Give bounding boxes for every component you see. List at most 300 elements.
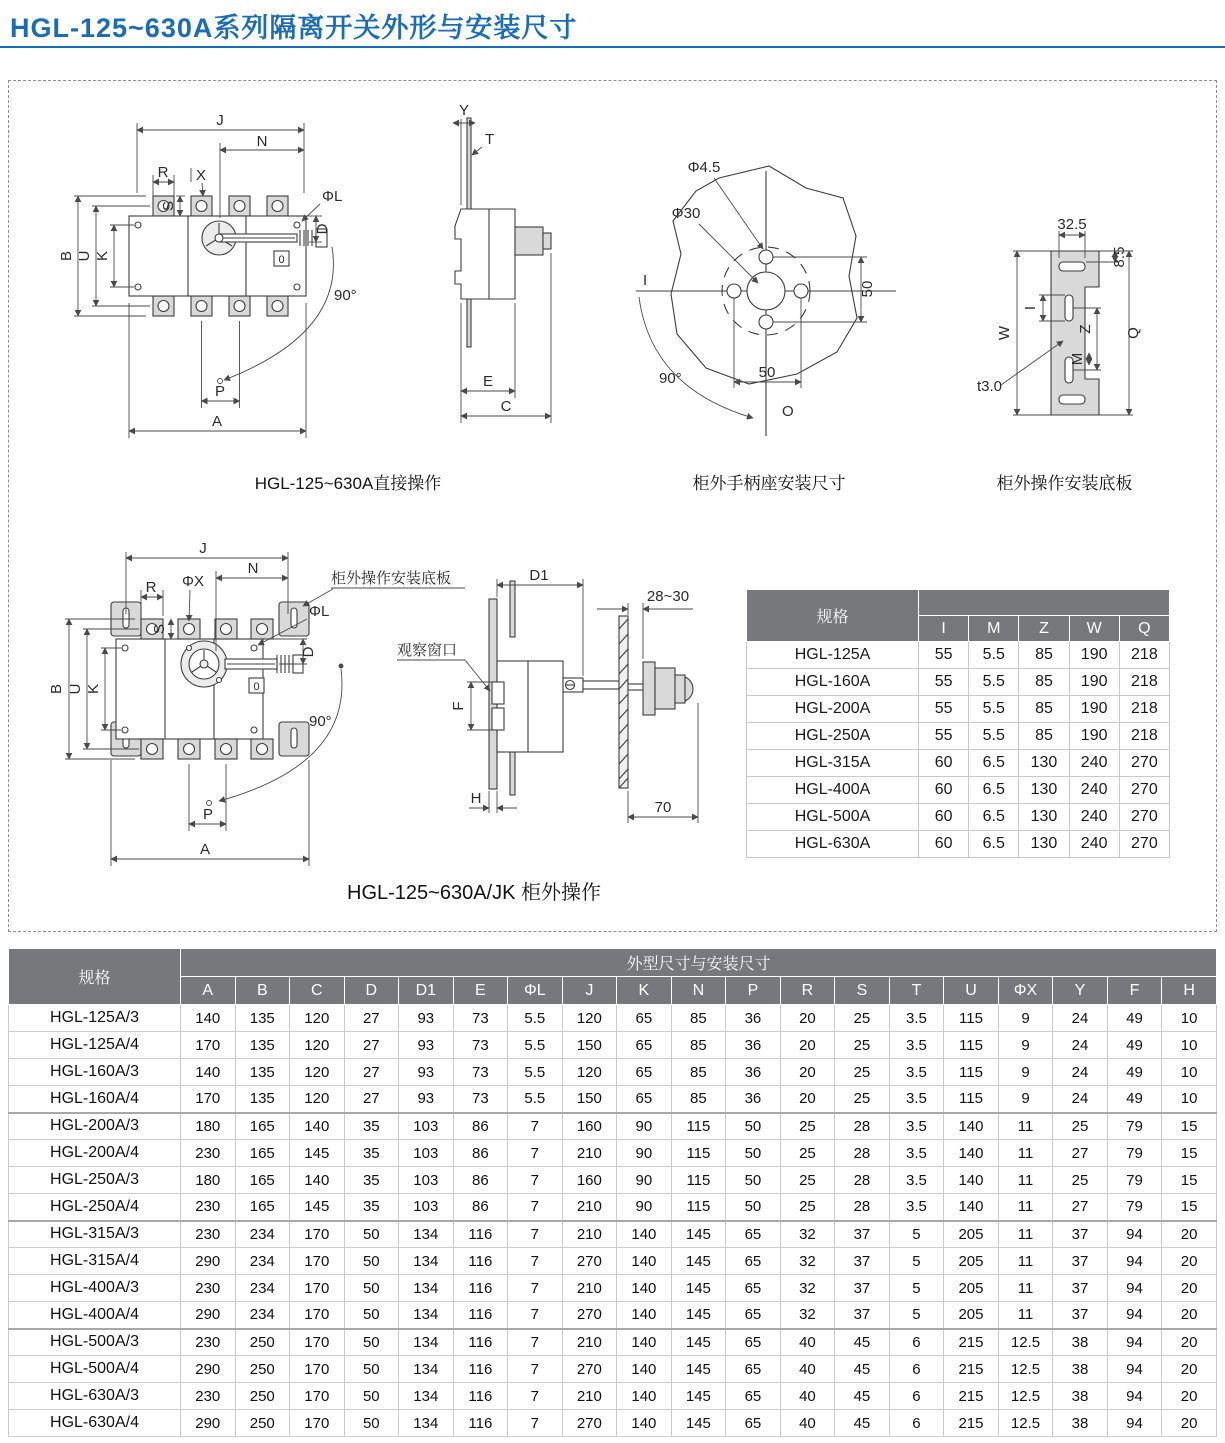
value-cell: 25 [780,1194,835,1221]
spec-cell: HGL-125A [747,642,919,669]
value-cell: 234 [235,1221,290,1248]
value-cell: 20 [780,1086,835,1113]
value-cell: 140 [617,1329,672,1356]
switch-front-outline [129,196,327,316]
table-row [9,1302,1217,1329]
value-cell: 35 [344,1140,399,1167]
value-cell: 65 [726,1302,781,1329]
value-cell: 130 [1019,804,1069,831]
value-cell: 55 [919,669,969,696]
spec-cell: HGL-250A [747,723,919,750]
spec-table [746,589,1170,858]
value-cell: 270 [562,1356,617,1383]
value-cell: 55 [919,723,969,750]
value-cell: 85 [671,1005,726,1032]
value-cell: 15 [1162,1113,1217,1140]
value-cell: 36 [726,1005,781,1032]
value-cell: 165 [235,1140,290,1167]
value-cell: 215 [944,1356,999,1383]
value-cell: 5.5 [969,723,1019,750]
caption-handle-seat: 柜外手柄座安装尺寸 [692,474,846,493]
value-cell: 37 [835,1221,890,1248]
column-header-ΦL: ΦL [508,977,563,1005]
value-cell: 27 [344,1086,399,1113]
value-cell: 11 [998,1113,1053,1140]
dim-label-X: X [195,167,207,184]
spec-cell: HGL-315A [747,750,919,777]
value-cell: 140 [617,1383,672,1410]
drawings-panel [8,80,1217,932]
value-cell: 140 [944,1167,999,1194]
dim-label-phiX: ΦX [182,573,204,590]
jk-switch-outline [111,602,309,759]
value-cell: 28 [835,1113,890,1140]
value-cell: 79 [1107,1194,1162,1221]
column-header-M: M [969,616,1019,642]
dim-table-spec-header: 规格 [9,949,181,1005]
value-cell: 90 [617,1140,672,1167]
value-cell: 94 [1107,1383,1162,1410]
table-row [9,1383,1217,1410]
dim-label-P: P [214,383,226,400]
dim-label-O: O [782,403,794,420]
dim-table-group-header: 外型尺寸与安装尺寸 [181,949,1217,977]
value-cell: 37 [1053,1248,1108,1275]
value-cell: 25 [780,1113,835,1140]
value-cell: 94 [1107,1410,1162,1437]
value-cell: 25 [780,1140,835,1167]
dimension-table [8,948,1217,1437]
value-cell: 234 [235,1302,290,1329]
value-cell: 24 [1053,1086,1108,1113]
drawing-side-view [427,93,577,473]
column-header-U: U [944,977,999,1005]
table-row [747,723,1170,750]
dim-label-Z: Z [1077,324,1094,334]
value-cell: 145 [290,1194,345,1221]
value-cell: 45 [835,1383,890,1410]
value-cell: 190 [1069,696,1119,723]
value-cell: 115 [671,1113,726,1140]
value-cell: 5.5 [969,696,1019,723]
value-cell: 103 [399,1113,454,1140]
value-cell: 9 [998,1032,1053,1059]
table-row [747,777,1170,804]
dim-label-A: A [211,413,223,430]
dim-label-gap: 28~30 [646,588,690,605]
dim-label-T: T [485,131,495,148]
spec-cell: HGL-315A/4 [9,1248,181,1275]
dim-label-70: 70 [654,799,672,816]
spec-cell: HGL-630A/3 [9,1383,181,1410]
column-header-S: S [835,977,890,1005]
column-header-K: K [617,977,672,1005]
value-cell: 170 [290,1356,345,1383]
value-cell: 116 [453,1248,508,1275]
value-cell: 24 [1053,1005,1108,1032]
value-cell: 37 [1053,1221,1108,1248]
value-cell: 218 [1119,696,1169,723]
value-cell: 12.5 [998,1410,1053,1437]
value-cell: 73 [453,1005,508,1032]
spec-table-spec-header: 规格 [747,590,919,642]
value-cell: 6 [889,1356,944,1383]
value-cell: 120 [290,1086,345,1113]
value-cell: 240 [1069,750,1119,777]
value-cell: 85 [671,1086,726,1113]
value-cell: 40 [780,1383,835,1410]
value-cell: 218 [1119,642,1169,669]
value-cell: 10 [1162,1059,1217,1086]
spec-cell: HGL-630A/4 [9,1410,181,1437]
value-cell: 103 [399,1194,454,1221]
value-cell: 3.5 [889,1005,944,1032]
dim-label-B: B [48,683,65,695]
value-cell: 6.5 [969,804,1019,831]
dim-label-I: I [1022,305,1039,311]
value-cell: 6.5 [969,777,1019,804]
table-row [9,1329,1217,1356]
value-cell: 65 [617,1086,672,1113]
value-cell: 160 [562,1167,617,1194]
value-cell: 140 [617,1356,672,1383]
value-cell: 140 [944,1113,999,1140]
value-cell: 240 [1069,804,1119,831]
dim-label-W: W [996,325,1013,341]
value-cell: 270 [1119,777,1169,804]
column-header-A: A [181,977,236,1005]
value-cell: 25 [835,1005,890,1032]
plate-note-label: 柜外操作安装底板 [331,570,452,587]
dim-label-325: 32.5 [1057,216,1087,233]
drawing-handle-seat [601,136,941,481]
dim-label-t30: t3.0 [977,378,1003,395]
caption-direct-operation: HGL-125~630A直接操作 [254,474,442,493]
value-cell: 11 [998,1275,1053,1302]
value-cell: 36 [726,1086,781,1113]
value-cell: 134 [399,1248,454,1275]
value-cell: 6 [889,1410,944,1437]
dim-label-phi45: Φ4.5 [687,159,721,176]
column-header-E: E [453,977,508,1005]
value-cell: 27 [344,1005,399,1032]
dim-label-B: B [58,250,75,262]
value-cell: 37 [1053,1302,1108,1329]
value-cell: 6 [889,1329,944,1356]
value-cell: 145 [671,1221,726,1248]
table-row [9,1275,1217,1302]
value-cell: 9 [998,1059,1053,1086]
value-cell: 135 [235,1032,290,1059]
value-cell: 49 [1107,1086,1162,1113]
dim-label-Y: Y [458,102,470,119]
value-cell: 103 [399,1167,454,1194]
value-cell: 210 [562,1329,617,1356]
value-cell: 3.5 [889,1113,944,1140]
value-cell: 73 [453,1032,508,1059]
value-cell: 270 [1119,750,1169,777]
value-cell: 170 [290,1329,345,1356]
value-cell: 180 [181,1113,236,1140]
value-cell: 145 [671,1248,726,1275]
caption-jk-operation: HGL-125~630A/JK 柜外操作 [347,882,601,904]
dim-label-N: N [247,560,259,577]
value-cell: 3.5 [889,1140,944,1167]
value-cell: 86 [453,1167,508,1194]
value-cell: 86 [453,1113,508,1140]
value-cell: 7 [508,1194,563,1221]
value-cell: 115 [944,1032,999,1059]
value-cell: 9 [998,1005,1053,1032]
value-cell: 7 [508,1167,563,1194]
drawing-jk-side-view [381,551,731,911]
value-cell: 11 [998,1221,1053,1248]
value-cell: 140 [181,1059,236,1086]
value-cell: 270 [1119,804,1169,831]
dim-label-zero: 0 [253,681,260,693]
value-cell: 65 [617,1005,672,1032]
caption-mounting-plate: 柜外操作安装底板 [996,474,1133,493]
spec-cell: HGL-200A [747,696,919,723]
value-cell: 37 [835,1275,890,1302]
dim-label-R: R [157,164,169,181]
value-cell: 134 [399,1275,454,1302]
value-cell: 24 [1053,1059,1108,1086]
column-header-C: C [290,977,345,1005]
value-cell: 35 [344,1194,399,1221]
value-cell: 20 [1162,1221,1217,1248]
dim-label-K: K [94,250,111,262]
value-cell: 11 [998,1194,1053,1221]
value-cell: 32 [780,1248,835,1275]
value-cell: 25 [1053,1113,1108,1140]
value-cell: 20 [1162,1383,1217,1410]
dim-label-U: U [76,250,93,262]
value-cell: 145 [671,1329,726,1356]
value-cell: 170 [181,1086,236,1113]
value-cell: 7 [508,1113,563,1140]
value-cell: 79 [1107,1113,1162,1140]
dim-label-phiL: ΦL [322,188,343,205]
value-cell: 45 [835,1356,890,1383]
value-cell: 120 [290,1005,345,1032]
value-cell: 7 [508,1383,563,1410]
value-cell: 116 [453,1329,508,1356]
value-cell: 65 [726,1248,781,1275]
value-cell: 94 [1107,1221,1162,1248]
column-header-Y: Y [1053,977,1108,1005]
value-cell: 5.5 [969,669,1019,696]
value-cell: 20 [780,1059,835,1086]
value-cell: 165 [235,1113,290,1140]
dim-label-phiL: ΦL [309,603,330,620]
spec-cell: HGL-160A/3 [9,1059,181,1086]
value-cell: 290 [181,1302,236,1329]
value-cell: 116 [453,1275,508,1302]
value-cell: 86 [453,1194,508,1221]
value-cell: 5.5 [508,1032,563,1059]
value-cell: 93 [399,1086,454,1113]
value-cell: 140 [944,1140,999,1167]
value-cell: 45 [835,1410,890,1437]
value-cell: 270 [562,1248,617,1275]
value-cell: 116 [453,1410,508,1437]
dim-label-angle: 90° [309,713,332,730]
value-cell: 27 [344,1059,399,1086]
value-cell: 250 [235,1383,290,1410]
value-cell: 38 [1053,1329,1108,1356]
value-cell: 190 [1069,669,1119,696]
value-cell: 11 [998,1140,1053,1167]
value-cell: 55 [919,642,969,669]
value-cell: 210 [562,1194,617,1221]
value-cell: 230 [181,1140,236,1167]
value-cell: 28 [835,1167,890,1194]
value-cell: 130 [1019,750,1069,777]
table-row [9,1356,1217,1383]
value-cell: 25 [780,1167,835,1194]
column-header-W: W [1069,616,1119,642]
value-cell: 116 [453,1383,508,1410]
value-cell: 65 [726,1356,781,1383]
value-cell: 45 [835,1329,890,1356]
value-cell: 230 [181,1221,236,1248]
value-cell: 130 [1019,831,1069,858]
value-cell: 50 [344,1221,399,1248]
value-cell: 210 [562,1383,617,1410]
value-cell: 250 [235,1329,290,1356]
value-cell: 115 [944,1005,999,1032]
dim-label-J: J [216,112,224,129]
value-cell: 145 [671,1356,726,1383]
value-cell: 49 [1107,1059,1162,1086]
table-row [9,1194,1217,1221]
value-cell: 36 [726,1059,781,1086]
value-cell: 103 [399,1140,454,1167]
value-cell: 65 [726,1221,781,1248]
spec-cell: HGL-160A [747,669,919,696]
dim-label-R: R [145,579,157,596]
dim-label-D: D [314,223,331,235]
value-cell: 38 [1053,1356,1108,1383]
value-cell: 134 [399,1383,454,1410]
value-cell: 165 [235,1194,290,1221]
value-cell: 150 [562,1086,617,1113]
value-cell: 205 [944,1302,999,1329]
dim-label-C: C [500,398,512,415]
value-cell: 205 [944,1221,999,1248]
value-cell: 170 [290,1221,345,1248]
value-cell: 40 [780,1410,835,1437]
value-cell: 180 [181,1167,236,1194]
value-cell: 140 [290,1167,345,1194]
value-cell: 170 [290,1275,345,1302]
value-cell: 115 [944,1059,999,1086]
value-cell: 12.5 [998,1383,1053,1410]
value-cell: 6 [889,1383,944,1410]
table-row [747,831,1170,858]
value-cell: 10 [1162,1032,1217,1059]
value-cell: 73 [453,1086,508,1113]
value-cell: 218 [1119,723,1169,750]
value-cell: 40 [780,1329,835,1356]
dim-label-N: N [256,133,268,150]
value-cell: 270 [562,1410,617,1437]
value-cell: 94 [1107,1329,1162,1356]
value-cell: 85 [1019,642,1069,669]
value-cell: 65 [617,1059,672,1086]
value-cell: 3.5 [889,1032,944,1059]
dim-label-phi30: Φ30 [671,205,701,222]
value-cell: 32 [780,1302,835,1329]
value-cell: 15 [1162,1167,1217,1194]
value-cell: 94 [1107,1275,1162,1302]
value-cell: 20 [1162,1248,1217,1275]
dim-label-E: E [482,373,494,390]
column-header-H: H [1162,977,1217,1005]
value-cell: 140 [617,1410,672,1437]
value-cell: 65 [726,1275,781,1302]
value-cell: 27 [1053,1140,1108,1167]
value-cell: 160 [562,1113,617,1140]
value-cell: 270 [1119,831,1169,858]
value-cell: 130 [1019,777,1069,804]
value-cell: 205 [944,1248,999,1275]
value-cell: 38 [1053,1410,1108,1437]
value-cell: 25 [835,1032,890,1059]
value-cell: 15 [1162,1140,1217,1167]
value-cell: 65 [726,1383,781,1410]
value-cell: 134 [399,1329,454,1356]
value-cell: 115 [944,1086,999,1113]
value-cell: 170 [290,1410,345,1437]
column-header-D1: D1 [399,977,454,1005]
value-cell: 218 [1119,669,1169,696]
value-cell: 6.5 [969,831,1019,858]
value-cell: 11 [998,1248,1053,1275]
dim-label-angle: 90° [659,370,682,387]
value-cell: 86 [453,1140,508,1167]
dim-label-S: S [160,200,177,212]
table-row [9,1005,1217,1032]
column-header-ΦX: ΦX [998,977,1053,1005]
value-cell: 79 [1107,1140,1162,1167]
value-cell: 215 [944,1329,999,1356]
value-cell: 65 [617,1032,672,1059]
value-cell: 24 [1053,1032,1108,1059]
value-cell: 94 [1107,1356,1162,1383]
dim-label-D1: D1 [529,567,549,584]
table-row [9,1248,1217,1275]
value-cell: 234 [235,1248,290,1275]
value-cell: 25 [1053,1167,1108,1194]
value-cell: 134 [399,1356,454,1383]
value-cell: 115 [671,1194,726,1221]
value-cell: 60 [919,831,969,858]
value-cell: 32 [780,1275,835,1302]
value-cell: 215 [944,1410,999,1437]
value-cell: 5.5 [969,642,1019,669]
value-cell: 7 [508,1221,563,1248]
value-cell: 90 [617,1194,672,1221]
value-cell: 290 [181,1248,236,1275]
spec-cell: HGL-125A/3 [9,1005,181,1032]
dim-label-h50: 50 [758,364,776,381]
column-header-T: T [889,977,944,1005]
value-cell: 35 [344,1167,399,1194]
value-cell: 50 [726,1194,781,1221]
value-cell: 230 [181,1275,236,1302]
